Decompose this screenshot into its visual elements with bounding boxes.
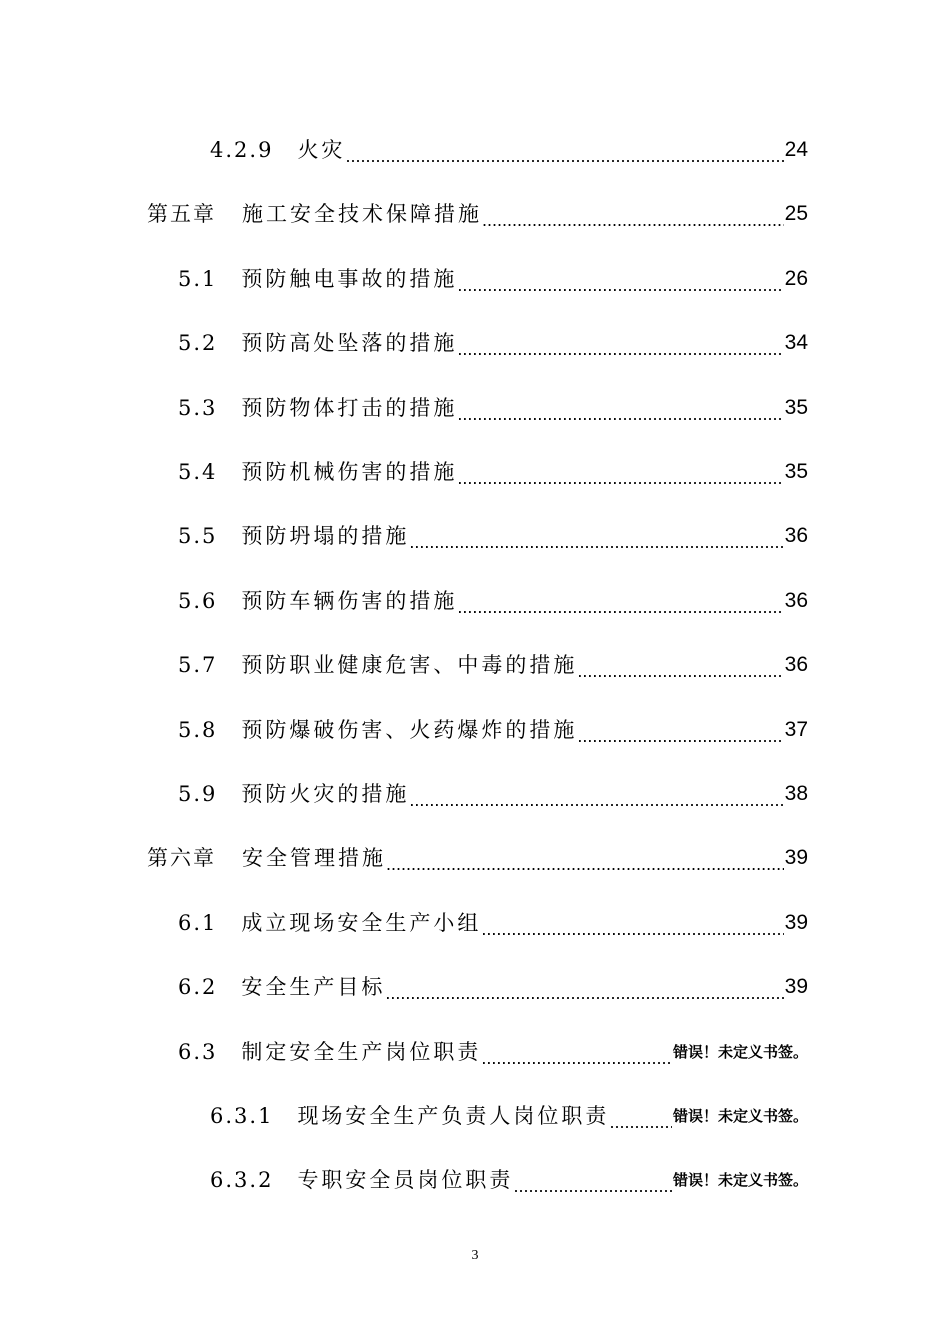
toc-dot-leader: [457, 388, 783, 428]
toc-entry-title: 预防爆破伤害、火药爆炸的措施: [241, 717, 578, 742]
toc-dot-leader: [457, 581, 783, 621]
toc-entry-number: 6.3.2: [210, 1168, 274, 1193]
toc-entry-number: 4.2.9: [210, 138, 274, 162]
toc-entry-number: 6.2: [178, 975, 218, 1000]
toc-dot-leader: [577, 710, 783, 750]
toc-entry-number: 5.5: [178, 524, 218, 549]
toc-entry-page: 36: [784, 524, 808, 548]
toc-entry[interactable]: [178, 967, 808, 1007]
toc-entry-title: 制定安全生产岗位职责: [241, 1039, 482, 1064]
toc-entry-number: 5.9: [178, 782, 218, 806]
toc-dot-leader: [409, 774, 783, 814]
toc-entry-number: 5.3: [178, 395, 218, 420]
toc-entry[interactable]: [178, 452, 808, 492]
toc-entry-page: 24: [784, 138, 808, 161]
toc-entry[interactable]: [178, 581, 808, 621]
toc-entry-number: 6.1: [178, 910, 218, 935]
toc-entry-number: 6.3: [178, 1039, 218, 1064]
toc-entry-number: 5.6: [178, 588, 218, 613]
toc-entry[interactable]: [210, 1160, 808, 1200]
toc-entry[interactable]: [210, 1096, 808, 1136]
toc-entry-title: 专职安全员岗位职责: [297, 1168, 514, 1193]
toc-entry[interactable]: [178, 516, 808, 556]
toc-entry-number: 第六章: [147, 846, 216, 871]
toc-entry-number: 5.8: [178, 717, 218, 742]
toc-entry[interactable]: [147, 194, 808, 234]
toc-entry[interactable]: [178, 1032, 808, 1072]
toc-entry-title: 安全管理措施: [242, 846, 386, 871]
toc-entry-title: 预防高处坠落的措施: [241, 331, 458, 356]
toc-entry-page: 37: [784, 717, 808, 741]
toc-entry-number: 6.3.1: [210, 1104, 274, 1128]
toc-dot-leader: [481, 903, 783, 943]
toc-entry-title: 预防坍塌的措施: [241, 524, 410, 549]
toc-entry[interactable]: [178, 774, 808, 814]
toc-dot-leader: [482, 194, 784, 234]
toc-entry-page: 35: [784, 395, 808, 419]
toc-entry[interactable]: [178, 259, 808, 299]
toc-dot-leader: [457, 259, 783, 299]
toc-entry[interactable]: [178, 710, 808, 750]
toc-dot-leader: [577, 645, 783, 685]
toc-entry-page: 25: [784, 202, 808, 226]
toc-entry-number: 5.2: [178, 331, 218, 356]
toc-dot-leader: [386, 838, 784, 878]
toc-entry-error-text: 错误！未定义书签。: [672, 1171, 808, 1190]
toc-entry-title: 施工安全技术保障措施: [242, 202, 482, 227]
toc-entry[interactable]: [178, 645, 808, 685]
toc-entry[interactable]: [178, 903, 808, 943]
toc-dot-leader: [457, 452, 783, 492]
toc-dot-leader: [385, 967, 783, 1007]
toc-dot-leader: [457, 323, 783, 363]
toc-entry-page: 38: [784, 782, 808, 805]
toc-entry-page: 35: [784, 460, 808, 483]
toc-entry-title: 现场安全生产负责人岗位职责: [297, 1104, 610, 1128]
toc-dot-leader: [513, 1160, 672, 1200]
toc-dot-leader: [409, 516, 783, 556]
toc-entry-page: 34: [784, 331, 808, 355]
toc-entry-title: 预防机械伤害的措施: [241, 460, 458, 484]
toc-entry-title: 预防车辆伤害的措施: [241, 588, 458, 613]
toc-entry-title: 成立现场安全生产小组: [241, 910, 482, 935]
toc-entry-title: 火灾: [297, 138, 346, 162]
toc-entry[interactable]: [178, 323, 808, 363]
toc-entry[interactable]: [147, 838, 808, 878]
toc-entry-page: 36: [784, 588, 808, 612]
toc-entry-page: 36: [784, 653, 808, 677]
toc-entry-page: 39: [784, 910, 808, 934]
toc-entry-title: 安全生产目标: [241, 975, 386, 1000]
toc-dot-leader: [481, 1032, 672, 1072]
toc-entry-title: 预防职业健康危害、中毒的措施: [241, 653, 578, 678]
toc-entry-title: 预防触电事故的措施: [241, 266, 458, 291]
toc-entry-title: 预防物体打击的措施: [241, 395, 458, 420]
toc-entry-number: 5.1: [178, 266, 218, 291]
toc-entry[interactable]: [210, 130, 808, 170]
toc-entry-title: 预防火灾的措施: [241, 782, 410, 806]
toc-entry-number: 5.4: [178, 460, 218, 484]
toc-entry-page: 26: [784, 266, 808, 290]
toc-entry[interactable]: [178, 388, 808, 428]
toc-dot-leader: [609, 1096, 672, 1136]
toc-entry-number: 5.7: [178, 653, 218, 678]
toc-entry-page: 39: [784, 846, 808, 870]
toc-dot-leader: [345, 130, 783, 170]
toc-entry-page: 39: [784, 975, 808, 999]
toc-entry-error-text: 错误！未定义书签。: [672, 1107, 808, 1125]
toc-entry-number: 第五章: [147, 202, 216, 227]
page-number: 3: [471, 1248, 479, 1263]
toc-entry-error-text: 错误！未定义书签。: [672, 1042, 808, 1061]
